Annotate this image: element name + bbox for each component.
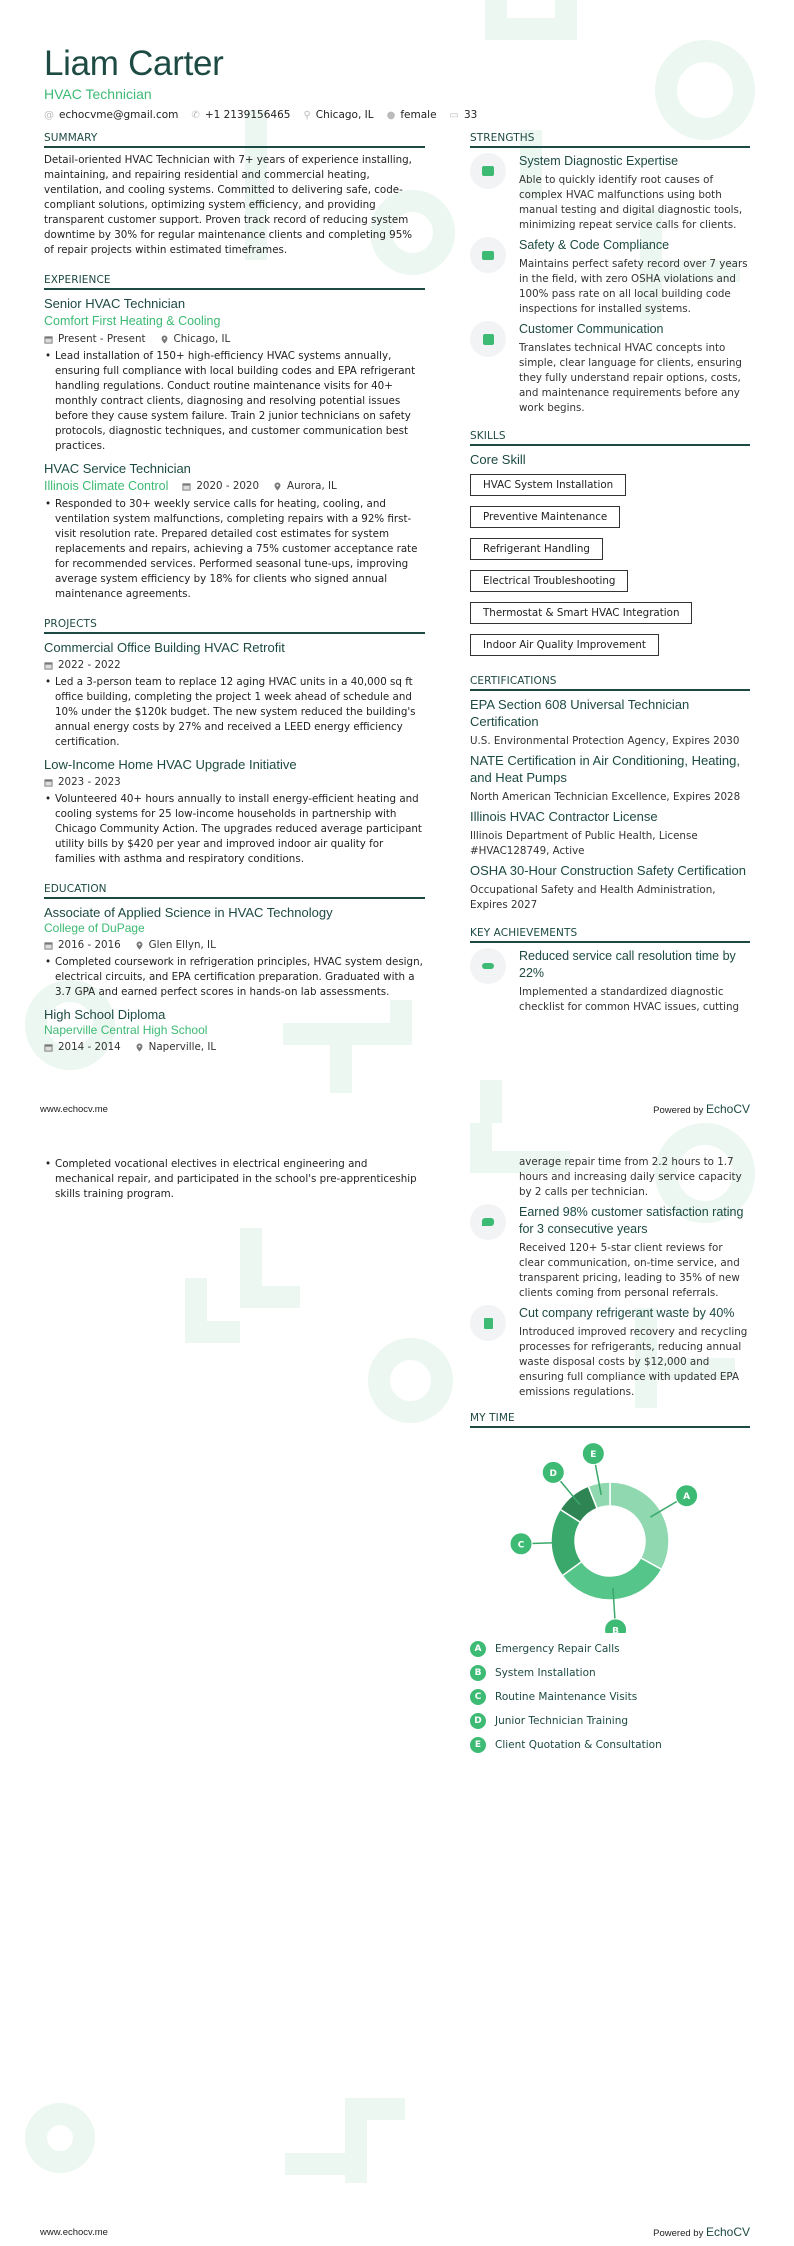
legend-badge: C xyxy=(470,1689,486,1705)
education-location: Glen Ellyn, IL xyxy=(148,939,216,951)
section-heading: SKILLS xyxy=(470,430,750,446)
brand-logo: EchoCV xyxy=(705,1102,750,1116)
strength-title: System Diagnostic Expertise xyxy=(519,154,679,168)
education-item xyxy=(44,904,425,1000)
slice-label: E xyxy=(590,1450,597,1461)
section-heading: KEY ACHIEVEMENTS xyxy=(470,927,750,943)
calendar-icon xyxy=(44,778,53,787)
section-heading: CERTIFICATIONS xyxy=(470,675,750,691)
skill-group-title: Core Skill xyxy=(470,452,526,467)
strength-desc: Translates technical HVAC concepts into simple, clear language for clients, ensuring they fully understand repair options, costs, and maintenance requirements before any work begins. xyxy=(519,342,742,414)
achievement-item xyxy=(470,948,750,1015)
candidate-name: Liam Carter xyxy=(44,44,224,83)
section-heading: EXPERIENCE xyxy=(44,274,425,290)
achievement-title: Reduced service call resolution time by 22% xyxy=(519,949,736,980)
footer-powered xyxy=(653,2225,750,2239)
skill-chip: Preventive Maintenance xyxy=(470,506,620,528)
legend-label: Junior Technician Training xyxy=(495,1715,629,1727)
contact-email[interactable]: echocvme@gmail.com xyxy=(59,109,179,121)
certification-item xyxy=(470,696,750,749)
legend-item xyxy=(470,1713,750,1729)
phone-icon: ✆ xyxy=(191,109,200,121)
projects-section xyxy=(44,618,425,867)
certification-issuer: U.S. Environmental Protection Agency, Expires 2030 xyxy=(470,735,740,747)
project-item xyxy=(44,756,425,867)
experience-item xyxy=(44,295,425,454)
job-location: Aurora, IL xyxy=(287,480,337,492)
legend-badge: A xyxy=(470,1641,486,1657)
legend-item xyxy=(470,1737,750,1753)
certification-item xyxy=(470,862,750,913)
strength-desc: Maintains perfect safety record over 7 years in the field, with zero OSHA violations and 100% pass rate on all local building code inspections for installed systems. xyxy=(519,258,748,315)
project-name: Low-Income Home HVAC Upgrade Initiative xyxy=(44,757,297,772)
certification-issuer: North American Technician Excellence, Expires 2028 xyxy=(470,791,741,803)
calendar-icon: ▭ xyxy=(449,109,459,121)
skills-section xyxy=(470,430,750,665)
job-bullet: • Responded to 30+ weekly service calls for heating, cooling, and ventilation system malfunctions, completing repairs with a 92% first-visit resolution rate. Prepared detailed cost estimates for system replacements and repairs, achieving a 75% customer acceptance rate for recommended services. Performed seasonal tune-ups, improving average system efficiency by 18% for clients who signed annual maintenance agreements. xyxy=(44,497,425,602)
section-heading: EDUCATION xyxy=(44,883,425,899)
location-pin-icon: ⚲ xyxy=(303,109,311,121)
section-heading: MY TIME xyxy=(470,1412,750,1428)
strengths-section xyxy=(470,132,750,416)
summary-text: Detail-oriented HVAC Technician with 7+ years of experience installing, maintaining, and repairing residential and commercial heating, ventilation, and cooling systems. Committed to delivering safe, code-compliant solutions, optimizing system efficiency, and providing transparent customer support. Proven track record of reducing system downtime by 30% for regular maintenance clients and completing 95% of repair projects within estimated timeframes. xyxy=(44,154,413,256)
achievement-item-continued xyxy=(470,1155,750,1200)
calendar-icon xyxy=(182,482,191,491)
calendar-icon xyxy=(44,941,53,950)
certification-item xyxy=(470,752,750,805)
location-pin-icon xyxy=(160,335,169,344)
powered-by-label: Powered by xyxy=(653,2228,704,2239)
job-location: Chicago, IL xyxy=(173,333,231,345)
location-pin-icon xyxy=(273,482,282,491)
company-name: Illinois Climate Control xyxy=(44,479,169,493)
achievement-desc: Introduced improved recovery and recycling processes for refrigerants, reducing annual waste disposal costs by $12,000 and ensuring full compliance with updated EPA emissions regulations. xyxy=(519,1326,748,1398)
bookmark-icon xyxy=(484,1318,493,1329)
powered-by-label: Powered by xyxy=(653,1105,704,1116)
certification-name: OSHA 30-Hour Construction Safety Certification xyxy=(470,863,747,878)
watermark-shape xyxy=(285,2153,365,2175)
contact-age: 33 xyxy=(463,109,478,121)
time-donut-chart xyxy=(470,1433,750,1633)
education-dates: 2014 - 2014 xyxy=(58,1041,121,1053)
calendar-icon xyxy=(44,661,53,670)
legend-label: System Installation xyxy=(495,1667,596,1679)
degree: High School Diploma xyxy=(44,1007,166,1022)
achievements-section xyxy=(470,927,750,1015)
achievement-desc: average repair time from 2.2 hours to 1.7 hours and increasing daily service capacity by 2 calls per technician. xyxy=(519,1156,742,1198)
watermark-shape xyxy=(185,1321,240,1343)
skill-list xyxy=(470,473,750,665)
right-column xyxy=(470,1155,750,1773)
skill-chip: Refrigerant Handling xyxy=(470,538,603,560)
right-column xyxy=(470,132,750,1035)
header xyxy=(44,44,744,121)
contact-gender: female xyxy=(400,109,437,121)
donut-slice-A xyxy=(610,1482,669,1569)
legend-badge: B xyxy=(470,1665,486,1681)
strength-desc: Able to quickly identify root causes of complex HVAC malfunctions using both manual testing and digital diagnostic tools, minimizing repeat service calls for clients. xyxy=(519,174,743,231)
slice-label: A xyxy=(683,1492,691,1503)
contact-phone[interactable]: +1 2139156465 xyxy=(204,109,291,121)
location-pin-icon xyxy=(135,941,144,950)
legend-badge: D xyxy=(470,1713,486,1729)
education-dates: 2016 - 2016 xyxy=(58,939,121,951)
terminal-icon xyxy=(483,334,494,345)
project-bullet: • Led a 3-person team to replace 12 aging HVAC units in a 40,000 sq ft office building, completing the project 1 week ahead of schedule and 10% under the $120k budget. The new system reduced the building's annual energy costs by 27% and received a LEED energy efficiency certification. xyxy=(44,675,425,750)
at-icon: @ xyxy=(44,109,54,121)
project-bullet: • Volunteered 40+ hours annually to install energy-efficient heating and cooling systems for 25 low-income households in partnership with Chicago Community Action. The upgrades reduced average participant utility bills by $420 per year and improved indoor air quality for families with asthma and respiratory conditions. xyxy=(44,792,425,867)
legend-item xyxy=(470,1641,750,1657)
certifications-section xyxy=(470,675,750,913)
achievement-desc: Received 120+ 5-star client reviews for clear communication, on-time service, and transparent pricing, leading to 35% of new clients coming from personal referrals. xyxy=(519,1242,740,1299)
certification-item xyxy=(470,808,750,859)
education-bullet: • Completed vocational electives in electrical engineering and mechanical repair, and participated in the school's pre-apprenticeship skills training program. xyxy=(44,1157,425,1202)
watermark-shape xyxy=(240,1286,300,1308)
code-icon xyxy=(482,166,494,176)
experience-section xyxy=(44,274,425,602)
legend-label: Emergency Repair Calls xyxy=(495,1643,620,1655)
job-role: Senior HVAC Technician xyxy=(44,296,186,311)
calendar-icon xyxy=(44,1043,53,1052)
certification-name: NATE Certification in Air Conditioning, Heating, and Heat Pumps xyxy=(470,753,740,785)
footer-site[interactable]: www.echocv.me xyxy=(40,1104,108,1115)
strength-item xyxy=(470,321,750,416)
contact-location: Chicago, IL xyxy=(315,109,374,121)
skill-chip: Thermostat & Smart HVAC Integration xyxy=(470,602,692,624)
slice-label: B xyxy=(612,1626,620,1633)
job-bullet: • Lead installation of 150+ high-efficiency HVAC systems annually, ensuring full compliance with local building codes and EPA refrigerant handling regulations. Conduct routine maintenance visits for 40+ monthly contract clients, diagnosing and resolving potential issues before they cause system failure. Train 2 junior technicians on safety protocols, diagnostic techniques, and customer communication best practices. xyxy=(44,349,425,454)
brand-logo: EchoCV xyxy=(705,2225,750,2239)
contact-info xyxy=(44,109,744,121)
strength-item xyxy=(470,153,750,233)
achievement-title: Cut company refrigerant waste by 40% xyxy=(519,1306,735,1320)
strength-title: Customer Communication xyxy=(519,322,664,336)
slice-label: D xyxy=(549,1468,558,1479)
left-column xyxy=(44,1157,425,1202)
company-name: Comfort First Heating & Cooling xyxy=(44,314,221,328)
education-item xyxy=(44,1006,425,1055)
achievement-desc: Implemented a standardized diagnostic checklist for common HVAC issues, cutting xyxy=(519,986,740,1013)
slice-leader-line xyxy=(531,1542,563,1543)
mytime-section xyxy=(470,1412,750,1753)
summary-section xyxy=(44,132,425,258)
slice-label: C xyxy=(517,1540,525,1551)
section-heading: STRENGTHS xyxy=(470,132,750,148)
certification-name: Illinois HVAC Contractor License xyxy=(470,809,658,824)
calendar-icon xyxy=(44,335,53,344)
location-pin-icon xyxy=(135,1043,144,1052)
project-dates: 2022 - 2022 xyxy=(58,659,121,671)
skill-chip: Indoor Air Quality Improvement xyxy=(470,634,659,656)
certification-name: EPA Section 608 Universal Technician Certification xyxy=(470,697,690,729)
project-name: Commercial Office Building HVAC Retrofit xyxy=(44,640,285,655)
education-bullet: • Completed coursework in refrigeration principles, HVAC system design, electrical circuits, and EPA certification preparation. Graduated with a 3.7 GPA and earned perfect scores in hands-on lab assessments. xyxy=(44,955,425,1000)
job-dates: Present - Present xyxy=(58,333,146,345)
chart-legend xyxy=(470,1641,750,1753)
school: College of DuPage xyxy=(44,921,145,935)
legend-badge: E xyxy=(470,1737,486,1753)
school: Naperville Central High School xyxy=(44,1023,208,1037)
battery-icon xyxy=(482,963,494,969)
project-item xyxy=(44,639,425,750)
experience-item xyxy=(44,460,425,602)
chat-icon xyxy=(482,1218,494,1226)
candidate-title: HVAC Technician xyxy=(44,86,152,102)
legend-item xyxy=(470,1689,750,1705)
strength-item xyxy=(470,237,750,317)
watermark-shape xyxy=(555,0,577,40)
certification-issuer: Occupational Safety and Health Administration, Expires 2027 xyxy=(470,884,716,911)
education-location: Naperville, IL xyxy=(148,1041,217,1053)
watermark-shape xyxy=(368,1338,453,1423)
achievement-item xyxy=(470,1204,750,1301)
left-column xyxy=(44,132,425,1075)
legend-label: Client Quotation & Consultation xyxy=(495,1739,662,1751)
project-dates: 2023 - 2023 xyxy=(58,776,121,788)
job-dates: 2020 - 2020 xyxy=(196,480,260,492)
footer-site[interactable]: www.echocv.me xyxy=(40,2227,108,2238)
section-heading: SUMMARY xyxy=(44,132,425,148)
certification-issuer: Illinois Department of Public Health, License #HVAC128749, Active xyxy=(470,830,698,857)
skill-chip: HVAC System Installation xyxy=(470,474,626,496)
education-section xyxy=(44,883,425,1055)
footer-powered xyxy=(653,1102,750,1116)
achievement-title: Earned 98% customer satisfaction rating for 3 consecutive years xyxy=(519,1205,744,1236)
degree: Associate of Applied Science in HVAC Technology xyxy=(44,905,333,920)
watermark-shape xyxy=(25,2103,95,2173)
watermark-shape xyxy=(480,1080,502,1123)
legend-item xyxy=(470,1665,750,1681)
legend-label: Routine Maintenance Visits xyxy=(495,1691,638,1703)
skill-chip: Electrical Troubleshooting xyxy=(470,570,628,592)
section-heading: PROJECTS xyxy=(44,618,425,634)
user-icon: ● xyxy=(386,109,396,121)
strength-title: Safety & Code Compliance xyxy=(519,238,670,252)
job-role: HVAC Service Technician xyxy=(44,461,191,476)
credit-card-icon xyxy=(482,251,494,260)
certification-list xyxy=(470,696,750,913)
resume-page-2 xyxy=(0,1123,794,2246)
achievement-item xyxy=(470,1305,750,1400)
